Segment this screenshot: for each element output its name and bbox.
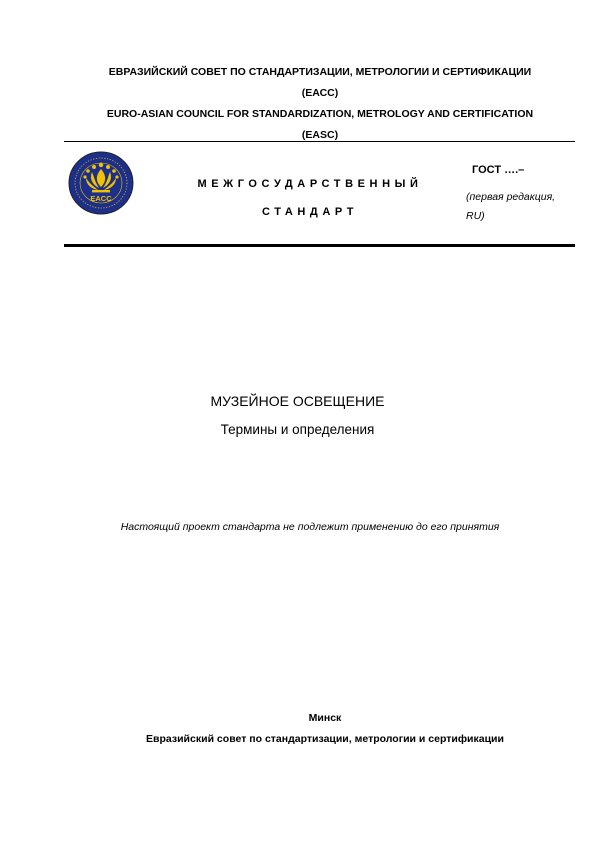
edition-note-line2: RU): [466, 210, 485, 222]
footer-city: Минск: [308, 712, 342, 724]
council-name-en: EURO-ASIAN COUNCIL FOR STANDARDIZATION, METROLOGY AND CERTIFICATION: [106, 108, 534, 120]
council-abbr-ru: (ЕАСС): [301, 87, 339, 99]
standard-type-line1: МЕЖГОСУДАРСТВЕННЫЙ: [197, 178, 423, 190]
emblem-label: EACC: [90, 194, 112, 203]
draft-notice: Настоящий проект стандарта не подлежит применению до его принятия: [120, 521, 500, 533]
edition-note-line1: (первая редакция,: [466, 191, 556, 203]
gost-number: ГОСТ ….–: [472, 164, 525, 176]
document-title: МУЗЕЙНОЕ ОСВЕЩЕНИЕ: [210, 393, 385, 409]
document-subtitle: Термины и определения: [220, 422, 375, 437]
header-divider-top: [64, 141, 575, 142]
footer-publisher: Евразийский совет по стандартизации, метрологии и сертификации: [146, 733, 504, 745]
standard-type: [150, 170, 470, 226]
edition-note: [466, 188, 586, 226]
standard-type-line2: СТАНДАРТ: [261, 206, 359, 218]
easc-emblem-icon: [68, 151, 134, 215]
council-abbr-en: (EASC): [301, 129, 339, 141]
council-header: [60, 62, 580, 146]
council-name-ru: ЕВРАЗИЙСКИЙ СОВЕТ ПО СТАНДАРТИЗАЦИИ, МЕТРОЛОГИИ И СЕРТИФИКАЦИИ: [108, 66, 532, 78]
header-divider-bottom: [64, 244, 575, 247]
